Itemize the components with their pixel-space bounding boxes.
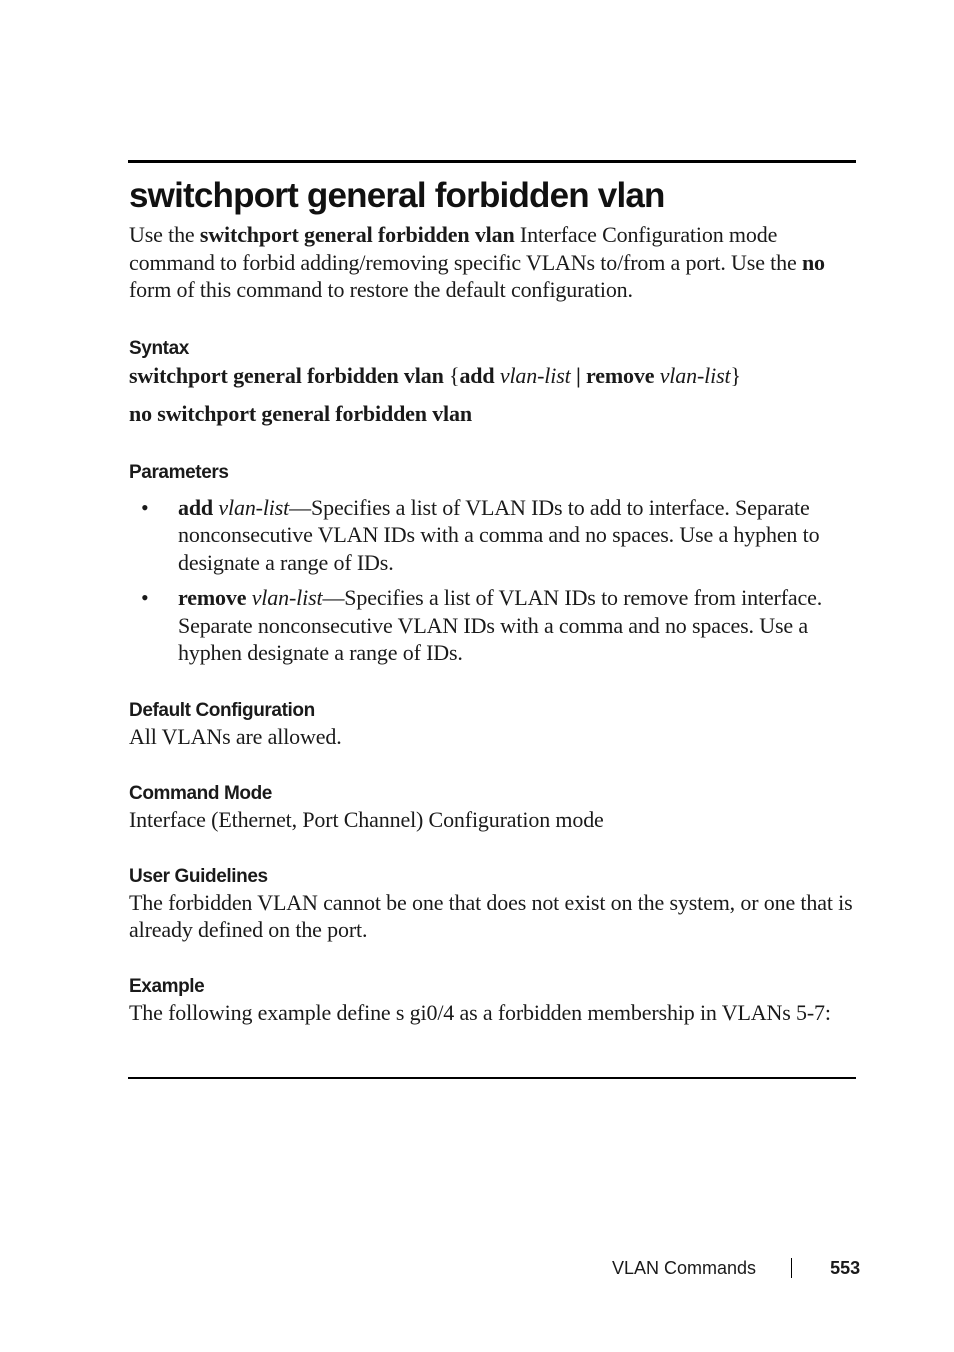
parameters-heading: Parameters: [129, 461, 229, 483]
page-footer: [612, 1256, 860, 1280]
user-guidelines-text: The forbidden VLAN cannot be one that does not exist on the system, or one that is already defined on the port.: [129, 889, 853, 942]
syntax-heading: Syntax: [129, 337, 189, 359]
intro-no-keyword: no: [801, 249, 825, 275]
default-configuration-heading: Default Configuration: [129, 699, 315, 721]
command-mode-heading: Command Mode: [129, 783, 272, 804]
default-configuration-text: All VLANs are allowed.: [129, 723, 342, 749]
footer-section-title: VLAN Commands: [612, 1258, 757, 1278]
user-guidelines-heading: User Guidelines: [129, 865, 268, 887]
syntax-line-1: switchport general forbidden vlan {add vlan-list | remove vlan-list}: [129, 362, 741, 388]
footer-separator: [791, 1258, 792, 1278]
intro-command: switchport general forbidden vlan: [199, 222, 515, 247]
page-title: switchport general forbidden vlan: [129, 176, 665, 215]
list-item: • add vlan-list—Specifies a list of VLAN IDs to add to interface. Separate nonconsecutive VLAN IDs with a comma and no spaces. Use a hyphen to designate a range of IDs.: [141, 494, 820, 575]
top-rule: [128, 160, 856, 163]
bottom-rule: [128, 1077, 856, 1079]
command-mode-text: Interface (Ethernet, Port Channel) Configuration mode: [129, 807, 604, 832]
parameters-list: [129, 494, 857, 667]
syntax-line-2: no switchport general forbidden vlan: [129, 401, 472, 426]
page-content: [129, 170, 857, 1026]
example-heading: Example: [129, 975, 205, 997]
page-number: 553: [830, 1258, 861, 1278]
example-text: The following example define s gi0/4 as a forbidden membership in VLANs 5-7:: [129, 999, 831, 1025]
list-item: • remove vlan-list—Specifies a list of VLAN IDs to remove from interface. Separate nonconsecutive VLAN IDs with a comma and no spaces. Use a hyphen designate a range of IDs.: [141, 585, 823, 665]
intro-paragraph: Use the switchport general forbidden vlan Interface Configuration mode command to forbid adding/removing specific VLANs to/from a port. Use the no form of this command to restore the default configuration.: [129, 222, 825, 302]
